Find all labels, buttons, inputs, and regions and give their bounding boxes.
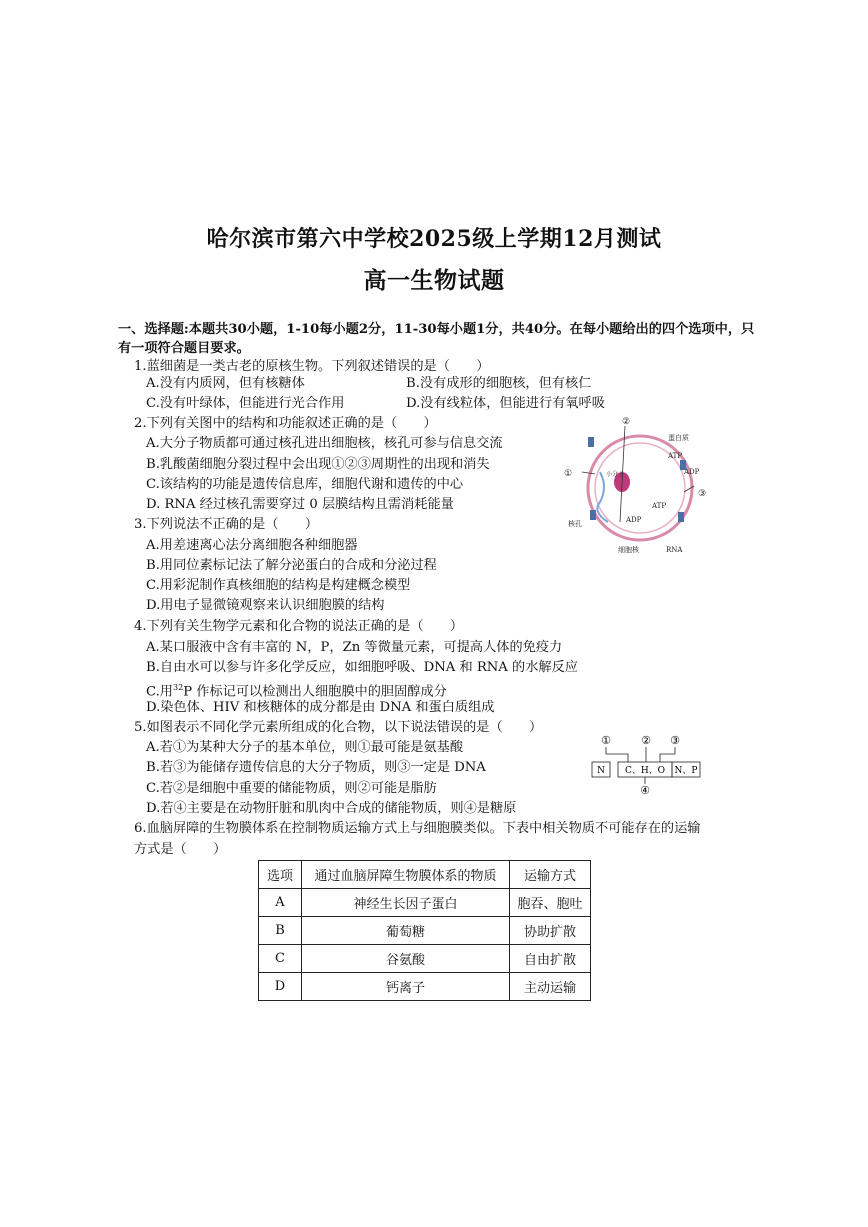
question-4-option-d: D.染色体、HIV 和核糖体的成分都是由 DNA 和蛋白质组成 bbox=[146, 700, 495, 715]
exam-title: 哈尔滨市第六中学校2025级上学期12月测试 bbox=[206, 226, 662, 252]
fig2-label-adp-2: ADP bbox=[626, 516, 642, 524]
elements-diagram bbox=[590, 732, 705, 796]
question-3-option-c: C.用彩泥制作真核细胞的结构是构建概念模型 bbox=[146, 578, 411, 593]
question-5-option-b: B.若③为能储存遗传信息的大分子物质，则③一定是 DNA bbox=[146, 760, 486, 775]
question-4-option-a: A.某口服液中含有丰富的 N，P，Zn 等微量元素，可提高人体的免疫力 bbox=[146, 640, 563, 655]
fig2-label-adp-1: ADP bbox=[684, 468, 700, 476]
question-6-stem: 6.血脑屏障的生物膜体系在控制物质运输方式上与细胞膜类似。下表中相关物质不可能存在的运输 bbox=[134, 821, 701, 836]
question-2-option-c: C.该结构的功能是遗传信息库，细胞代谢和遗传的中心 bbox=[146, 477, 464, 492]
question-3-stem: 3.下列说法不正确的是（ ） bbox=[134, 517, 319, 532]
question-5-option-c: C.若②是细胞中重要的储能物质，则②可能是脂肪 bbox=[146, 781, 437, 796]
exam-subtitle: 高一生物试题 bbox=[363, 267, 505, 294]
question-2-option-a: A.大分子物质都可通过核孔进出细胞核，核孔可参与信息交流 bbox=[146, 436, 503, 451]
fig2-label-2: ② bbox=[622, 417, 631, 427]
question-1-option-d: D.没有线粒体，但能进行有氧呼吸 bbox=[406, 396, 605, 411]
question-3-option-a: A.用差速离心法分离细胞各种细胞器 bbox=[146, 538, 358, 553]
fig2-label-protein: 蛋白质 bbox=[668, 434, 689, 442]
question-2-stem: 2.下列有关图中的结构和功能叙述正确的是（ ） bbox=[134, 416, 437, 431]
table-cell: 钙离子 bbox=[302, 973, 510, 1001]
nucleus-diagram bbox=[560, 412, 730, 557]
question-4-option-c: C.用$^{32}$P 作标记可以检测出人细胞膜中的胆固醇成分 bbox=[146, 683, 447, 700]
question-5-option-d: D.若④主要是在动物肝脏和肌肉中合成的储能物质，则④是糖原 bbox=[146, 801, 517, 816]
table-row bbox=[259, 917, 591, 945]
table-cell: B bbox=[259, 917, 302, 945]
question-5-option-a: A.若①为某种大分子的基本单位，则①最可能是氨基酸 bbox=[146, 740, 464, 755]
table-row bbox=[259, 973, 591, 1001]
fig5-label-4: ④ bbox=[640, 784, 650, 796]
fig2-label-3: ③ bbox=[698, 489, 707, 499]
fig2-label-small-molecule: 小分子 bbox=[606, 471, 625, 478]
fig5-box-np: N、P bbox=[674, 766, 698, 776]
fig2-label-nucleus: 细胞核 bbox=[618, 546, 639, 554]
fig2-label-1: ① bbox=[564, 469, 573, 479]
question-4-stem: 4.下列有关生物学元素和化合物的说法正确的是（ ） bbox=[134, 619, 464, 634]
table-row bbox=[259, 945, 591, 973]
table-cell: 谷氨酸 bbox=[302, 945, 510, 973]
transport-table bbox=[258, 860, 591, 1001]
question-4-option-b: B.自由水可以参与许多化学反应，如细胞呼吸、DNA 和 RNA 的水解反应 bbox=[146, 660, 578, 675]
section-instructions: 一、选择题:本题共30小题，1-10每小题2分，11-30每小题1分，共40分。在每小题给出的四个选项中，只有一项符合题目要求。 bbox=[118, 322, 755, 356]
table-header-cell: 选项 bbox=[259, 861, 302, 889]
table-cell: 葡萄糖 bbox=[302, 917, 510, 945]
table-cell: D bbox=[259, 973, 302, 1001]
table-cell: 胞吞、胞吐 bbox=[510, 889, 591, 917]
table-header-cell: 通过血脑屏障生物膜体系的物质 bbox=[302, 861, 510, 889]
table-header-row bbox=[259, 861, 591, 889]
fig2-label-nuclear-pore: 核孔 bbox=[568, 520, 582, 528]
fig5-box-cho: C、H、O bbox=[624, 766, 666, 776]
question-1-option-c: C.没有叶绿体，但能进行光合作用 bbox=[146, 396, 345, 411]
fig2-label-rna: RNA bbox=[666, 546, 683, 554]
table-cell: 协助扩散 bbox=[510, 917, 591, 945]
table-cell: A bbox=[259, 889, 302, 917]
question-5-stem: 5.如图表示不同化学元素所组成的化合物，以下说法错误的是（ ） bbox=[134, 720, 543, 735]
question-1-option-b: B.没有成形的细胞核，但有核仁 bbox=[406, 376, 592, 391]
question-3-option-b: B.用同位素标记法了解分泌蛋白的合成和分泌过程 bbox=[146, 558, 437, 573]
question-6-stem-cont: 方式是（ ） bbox=[134, 842, 227, 857]
table-cell: 主动运输 bbox=[510, 973, 591, 1001]
fig2-label-atp-2: ATP bbox=[652, 502, 667, 510]
table-cell: 自由扩散 bbox=[510, 945, 591, 973]
question-3-option-d: D.用电子显微镜观察来认识细胞膜的结构 bbox=[146, 598, 385, 613]
question-2-option-b: B.乳酸菌细胞分裂过程中会出现①②③周期性的出现和消失 bbox=[146, 457, 490, 472]
table-header-cell: 运输方式 bbox=[510, 861, 591, 889]
table-cell: C bbox=[259, 945, 302, 973]
fig5-label-3: ③ bbox=[670, 734, 680, 747]
question-2-option-d: D. RNA 经过核孔需要穿过 0 层膜结构且需消耗能量 bbox=[146, 497, 454, 512]
fig5-label-1: ① bbox=[601, 734, 611, 747]
table-row bbox=[259, 889, 591, 917]
fig5-box-n: N bbox=[597, 766, 605, 776]
isotope-superscript: 32 bbox=[173, 683, 184, 692]
fig2-label-atp-1: ATP bbox=[668, 452, 683, 460]
question-1-stem: 1.蓝细菌是一类古老的原核生物。下列叙述错误的是（ ） bbox=[134, 359, 490, 374]
question-1-option-a: A.没有内质网，但有核糖体 bbox=[146, 376, 305, 391]
fig5-label-2: ② bbox=[641, 734, 651, 747]
table-cell: 神经生长因子蛋白 bbox=[302, 889, 510, 917]
